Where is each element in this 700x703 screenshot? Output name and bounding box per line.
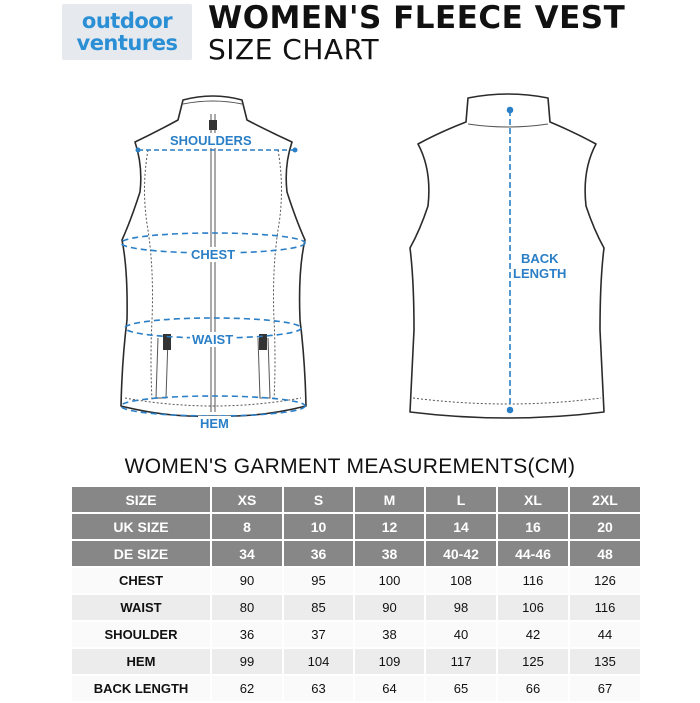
table-cell: 90	[211, 567, 283, 594]
table-row-hem	[71, 648, 641, 675]
back-vest-outline	[410, 94, 604, 418]
table-cell: 44	[569, 621, 641, 648]
table-cell: 10	[283, 513, 354, 540]
table-cell: 116	[569, 594, 641, 621]
table-cell: 67	[569, 675, 641, 702]
row-label: UK SIZE	[71, 513, 211, 540]
table-cell: 36	[283, 540, 354, 567]
table-cell: 42	[497, 621, 569, 648]
row-label: WAIST	[71, 594, 211, 621]
row-label: CHEST	[71, 567, 211, 594]
table-row-size	[71, 486, 641, 513]
table-cell: S	[283, 486, 354, 513]
table-row-back-length	[71, 675, 641, 702]
table-cell: 48	[569, 540, 641, 567]
chest-label: CHEST	[191, 247, 236, 262]
table-cell: 104	[283, 648, 354, 675]
table-cell: 63	[283, 675, 354, 702]
table-cell: 117	[425, 648, 497, 675]
table-row-shoulder	[71, 621, 641, 648]
table-cell: XS	[211, 486, 283, 513]
table-cell: 40-42	[425, 540, 497, 567]
table-cell: 40	[425, 621, 497, 648]
page-title: WOMEN'S FLEECE VEST	[208, 0, 626, 36]
table-cell: 36	[211, 621, 283, 648]
measurements-table	[70, 485, 642, 703]
table-cell: 85	[283, 594, 354, 621]
table-cell: 125	[497, 648, 569, 675]
table-cell: 116	[497, 567, 569, 594]
table-row-waist	[71, 594, 641, 621]
waist-label: WAIST	[192, 332, 234, 347]
table-cell: 126	[569, 567, 641, 594]
table-cell: 66	[497, 675, 569, 702]
table-cell: 65	[425, 675, 497, 702]
table-cell: 64	[354, 675, 425, 702]
shoulders-label: SHOULDERS	[170, 133, 252, 148]
vest-diagram	[0, 80, 700, 440]
table-cell: 135	[569, 648, 641, 675]
row-label: DE SIZE	[71, 540, 211, 567]
brand-logo-line1: outdoor	[81, 9, 173, 33]
table-title: WOMEN'S GARMENT MEASUREMENTS(CM)	[124, 455, 576, 478]
table-cell: 95	[283, 567, 354, 594]
table-cell: 34	[211, 540, 283, 567]
table-cell: 8	[211, 513, 283, 540]
table-cell: 100	[354, 567, 425, 594]
row-label: BACK LENGTH	[71, 675, 211, 702]
table-cell: 109	[354, 648, 425, 675]
table-cell: 38	[354, 540, 425, 567]
page-subtitle: SIZE CHART	[208, 33, 380, 66]
table-cell: 62	[211, 675, 283, 702]
shoulder-right-marker	[293, 148, 298, 153]
table-cell: 44-46	[497, 540, 569, 567]
table-cell: 38	[354, 621, 425, 648]
back-length-line2: LENGTH	[513, 266, 567, 281]
hem-label: HEM	[200, 416, 229, 431]
table-cell: M	[354, 486, 425, 513]
brand-logo-line2: ventures	[76, 31, 178, 55]
table-cell: XL	[497, 486, 569, 513]
shoulder-left-marker	[136, 148, 141, 153]
table-cell: 2XL	[569, 486, 641, 513]
table-cell: L	[425, 486, 497, 513]
table-row-de-size	[71, 540, 641, 567]
table-row-chest	[71, 567, 641, 594]
row-label: HEM	[71, 648, 211, 675]
table-cell: 80	[211, 594, 283, 621]
table-cell: 108	[425, 567, 497, 594]
brand-logo	[62, 4, 192, 60]
table-cell: 37	[283, 621, 354, 648]
table-cell: 99	[211, 648, 283, 675]
back-length-line1: BACK	[520, 251, 559, 266]
table-cell: 106	[497, 594, 569, 621]
table-cell: 20	[569, 513, 641, 540]
row-label: SIZE	[71, 486, 211, 513]
table-row-uk-size	[71, 513, 641, 540]
table-cell: 98	[425, 594, 497, 621]
table-cell: 16	[497, 513, 569, 540]
back-length-label	[511, 251, 568, 281]
table-cell: 90	[354, 594, 425, 621]
row-label: SHOULDER	[71, 621, 211, 648]
table-cell: 14	[425, 513, 497, 540]
table-cell: 12	[354, 513, 425, 540]
